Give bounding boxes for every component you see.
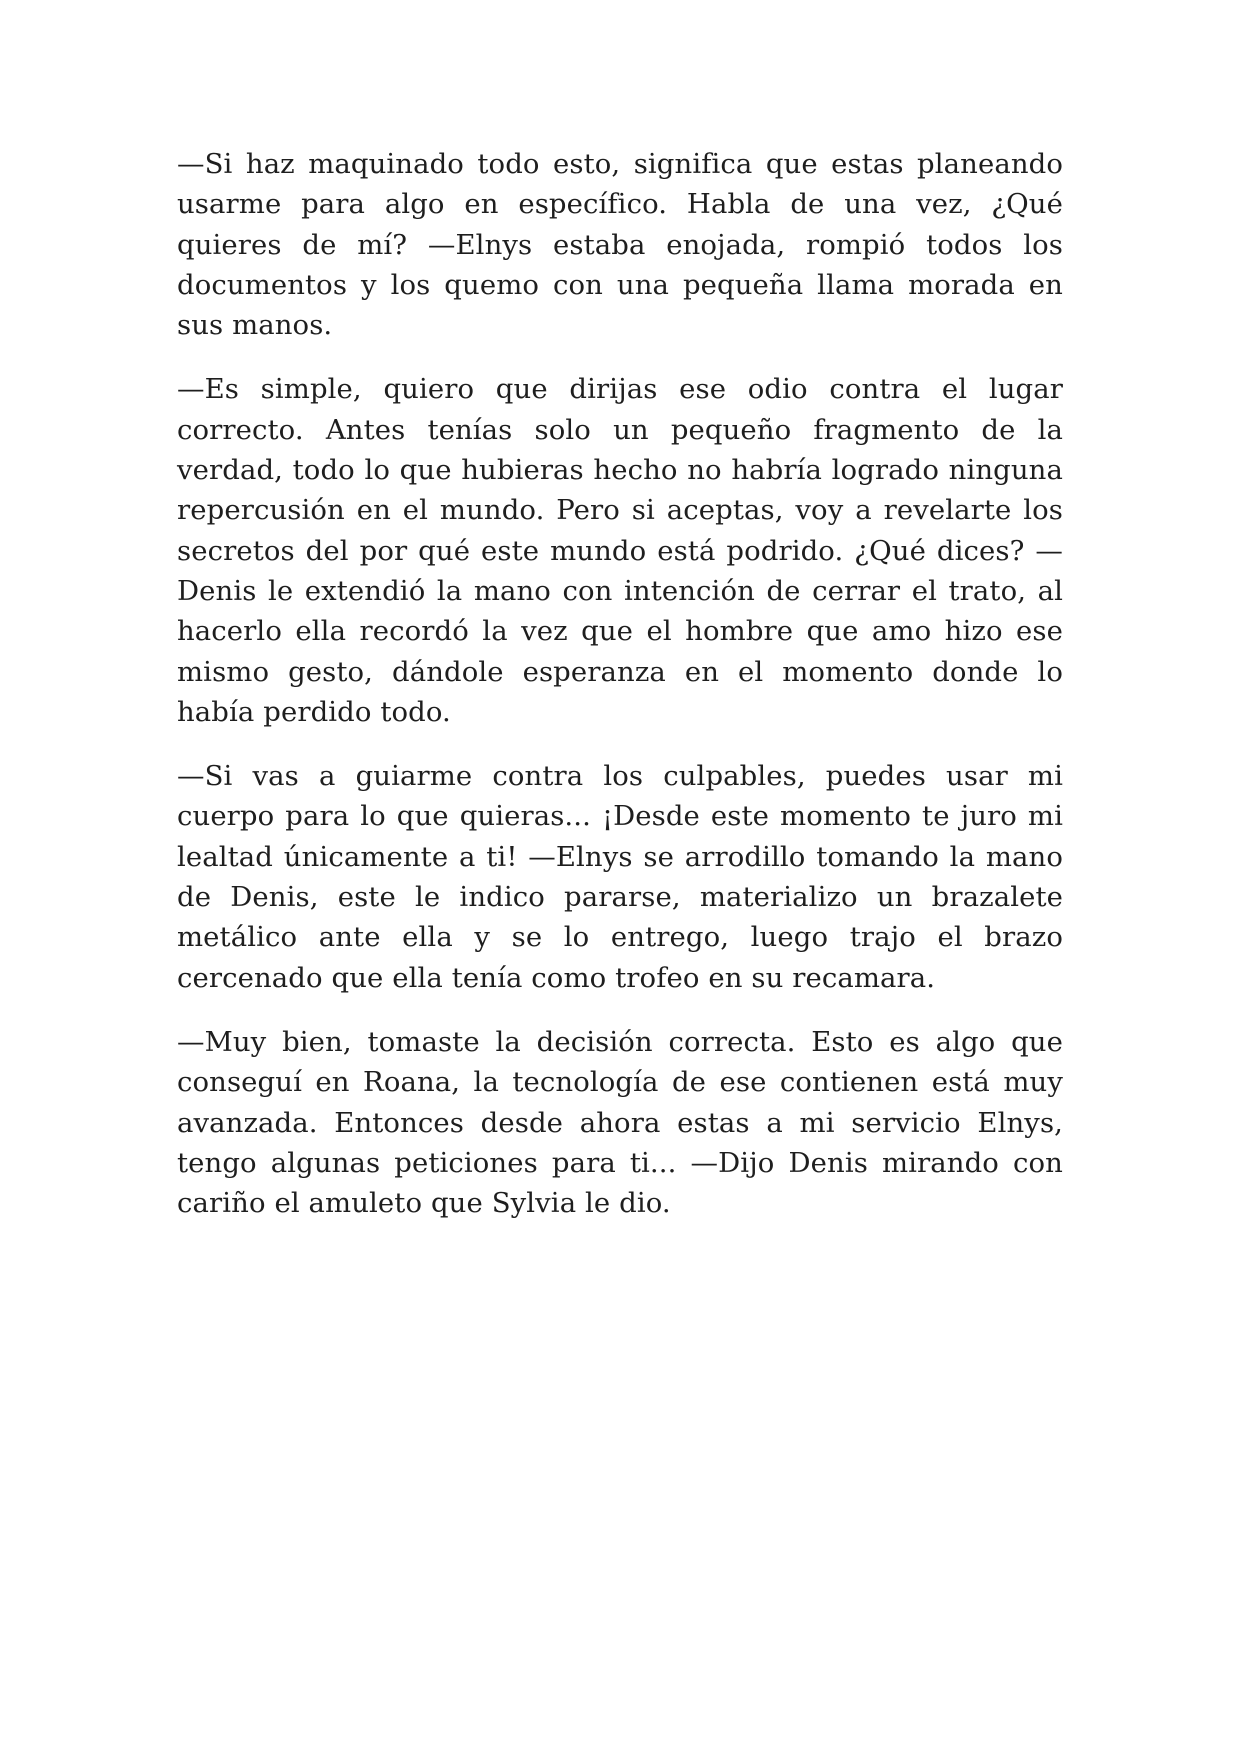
paragraph-1: —Si haz maquinado todo esto, significa que estas planeando usarme para algo en específico. Habla de una vez, ¿Qué quieres de mí? —Elnys estaba enojada, rompió todos los documentos y los quemo con una pequeña llama morada en sus manos. (177, 148, 1063, 342)
paragraph-3: —Si vas a guiarme contra los culpables, puedes usar mi cuerpo para lo que quieras... ¡Desde este momento te juro mi lealtad únicamente a ti! —Elnys se arrodillo tomando la mano de Denis, este le indico pararse, materializo un brazalete metálico ante ella y se lo entrego, luego trajo el brazo cercenado que ella tenía como trofeo en su recamara. (177, 760, 1063, 994)
paragraph-4: —Muy bien, tomaste la decisión correcta. Esto es algo que conseguí en Roana, la tecnología de ese contienen está muy avanzada. Entonces desde ahora estas a mi servicio Elnys, tengo algunas peticiones para ti... —Dijo Denis mirando con cariño el amuleto que Sylvia le dio. (177, 1025, 1063, 1220)
body-text (177, 144, 1063, 1247)
paragraph-2: —Es simple, quiero que dirijas ese odio contra el lugar correcto. Antes tenías solo un pequeño fragmento de la verdad, todo lo que hubieras hecho no habría logrado ninguna repercusión en el mundo. Pero si aceptas, voy a revelarte los secretos del por qué este mundo está podrido. ¿Qué dices? —Denis le extendió la mano con intención de cerrar el trato, al hacerlo ella recordó la vez que el hombre que amo hizo ese mismo gesto, dándole esperanza en el momento donde lo había perdido todo. (177, 373, 1063, 728)
